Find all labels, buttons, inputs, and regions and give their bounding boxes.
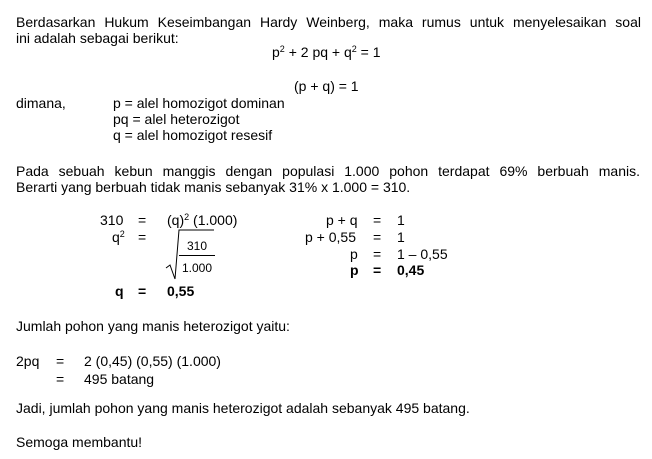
calc-left-row2-lhs (112, 229, 125, 245)
calc-left-row3-eq: = (138, 283, 147, 299)
definition-pq: pq = alel heterozigot (113, 111, 240, 127)
problem-line-2: Berarti yang berbuah tidak manis sebanyak 31% x 1.000 = 310. (16, 179, 411, 195)
calc-right-row1-lhs: p + q (326, 212, 358, 228)
formula-exponent: 2 (279, 44, 285, 54)
definitions-label: dimana, (16, 95, 66, 111)
calc-right-row3-rhs: 1 – 0,55 (397, 246, 448, 262)
calc-left-row2-eq: = (138, 229, 147, 245)
calc-right-row2-eq: = (373, 229, 382, 245)
definition-q: q = alel homozigot resesif (113, 127, 273, 143)
formula-term-p: p (272, 44, 280, 60)
intro-line-1: Berdasarkan Hukum Keseimbangan Hardy Weinberg, maka rumus untuk menyelesaikan soal (16, 14, 641, 30)
calc-left-row1-rhs-exp: 2 (184, 212, 190, 222)
fraction-bar (179, 255, 215, 256)
q-result: 0,55 (167, 283, 195, 299)
formula-end: = 1 (356, 44, 381, 60)
heterozygous-eq-1: = (56, 353, 65, 369)
conclusion: Jadi, jumlah pohon yang manis heterozigot adalah sebanyak 495 batang. (16, 400, 470, 416)
calc-left-row1-lhs: 310 (100, 212, 124, 228)
calc-left-row2-lhs-q: q (112, 229, 120, 245)
calc-right-row2-rhs: 1 (397, 229, 405, 245)
formula-middle: + 2 pq + q (284, 44, 352, 60)
calc-left-row1-rhs-total: (1.000) (189, 212, 238, 228)
calc-left-row1-rhs (167, 212, 237, 228)
calc-right-row1-eq: = (373, 212, 382, 228)
closing: Semoga membantu! (16, 434, 143, 450)
calc-right-row3-lhs: p (350, 246, 358, 262)
calc-right-row4-lhs: p (350, 262, 359, 278)
heterozygous-result: 495 batang (84, 371, 155, 387)
heterozygous-heading: Jumlah pohon yang manis heterozigot yaitu: (16, 318, 290, 334)
calc-left-row1-rhs-q: (q) (167, 212, 185, 228)
heterozygous-lhs: 2pq (16, 353, 40, 369)
calc-left-row1-eq: = (138, 212, 147, 228)
heterozygous-eq-2: = (56, 371, 65, 387)
formula-exponent-2: 2 (351, 44, 357, 54)
heterozygous-calc: 2 (0,45) (0,55) (1.000) (84, 353, 221, 369)
calc-right-row2-lhs: p + 0,55 (305, 229, 356, 245)
fraction-denominator: 1.000 (181, 261, 213, 275)
calc-right-row4-eq: = (373, 262, 382, 278)
calc-right-row3-eq: = (373, 246, 382, 262)
calc-right-row1-rhs: 1 (397, 212, 405, 228)
intro-line-2: ini adalah sebagai berikut: (16, 30, 179, 46)
fraction-numerator: 310 (186, 239, 208, 253)
allele-sum-formula: (p + q) = 1 (294, 78, 359, 94)
definition-p: p = alel homozigot dominan (113, 95, 285, 111)
calc-left-row3-lhs: q (115, 283, 124, 299)
problem-line-1: Pada sebuah kebun manggis dengan populasi 1.000 pohon terdapat 69% berbuah manis. (16, 163, 640, 179)
p-result: 0,45 (397, 262, 425, 278)
calc-left-row2-lhs-exp: 2 (119, 229, 125, 239)
hardy-weinberg-formula (272, 44, 381, 60)
